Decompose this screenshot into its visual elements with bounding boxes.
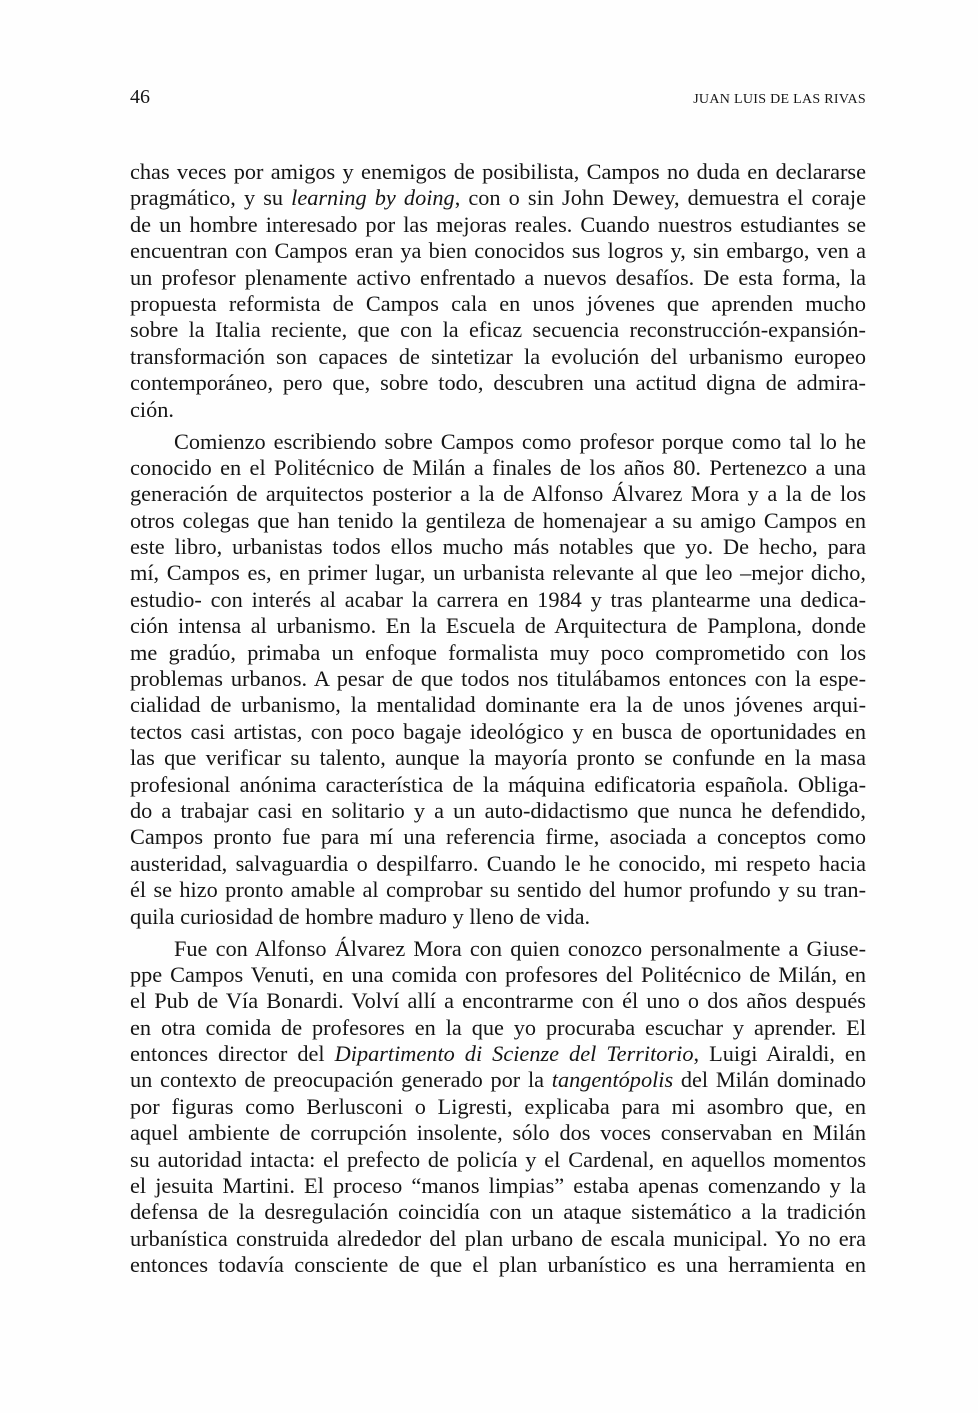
page-number: 46 (130, 86, 150, 108)
text-line (130, 904, 866, 930)
line-text: entonces todavía consciente de que el plan urbanístico es una herramienta en (130, 1252, 866, 1278)
line-text: cialidad de urbanismo, la mentalidad dominante era la de unos jóvenes arqui- (130, 692, 866, 718)
line-text: su autoridad intacta: el prefecto de policía y el Cardenal, en aquellos momentos (130, 1146, 866, 1172)
line-text: ppe Campos Venuti, en una comida con profesores del Politécnico de Milán, en (130, 961, 866, 987)
line-text: transformación son capaces de sintetizar la evolución del urbanismo europeo (130, 343, 866, 369)
line-text: un profesor plenamente activo enfrentado a nuevos desafíos. De esta forma, la (130, 264, 866, 290)
line-text: del Milán dominado (673, 1067, 866, 1093)
line-text: Fue con Alfonso Álvarez Mora con quien conozco personalmente a Giuse- (174, 935, 866, 961)
line-text: Comienzo escribiendo sobre Campos como profesor porque como tal lo he (174, 428, 866, 454)
line-text: mí, Campos es, en primer lugar, un urbanista relevante al que leo –mejor dicho, (130, 560, 866, 586)
text-line (130, 481, 866, 507)
text-line (130, 429, 866, 455)
text-line (130, 666, 866, 692)
text-line (130, 988, 866, 1014)
line-text: otros colegas que han tenido la gentileza de homenajear a su amigo Campos en (130, 507, 866, 533)
text-line (130, 560, 866, 586)
text-line (130, 587, 866, 613)
running-head-author: JUAN LUIS DE LAS RIVAS (693, 92, 866, 107)
line-text: Campos pronto fue para mí una referencia firme, asociada a conceptos como (130, 824, 866, 850)
text-line (130, 692, 866, 718)
line-text: este libro, urbanistas todos ellos mucho más notables que yo. De hecho, para (130, 534, 866, 560)
line-text: urbanística construida alrededor del plan urbano de escala municipal. Yo no era (130, 1225, 866, 1251)
line-text: defensa de la desregulación coincidía con un ataque sistemático a la tradición (130, 1199, 866, 1225)
line-text: ción intensa al urbanismo. En la Escuela de Arquitectura de Pamplona, donde (130, 613, 866, 639)
text-line (130, 824, 866, 850)
line-text: propuesta reformista de Campos cala en unos jóvenes que aprenden mucho (130, 290, 866, 316)
line-text: conocido en el Politécnico de Milán a finales de los años 80. Pertenezco a una (130, 454, 866, 480)
line-text: , con o sin John Dewey, demuestra el coraje (454, 185, 866, 211)
line-text: contemporáneo, pero que, sobre todo, descubren una actitud digna de admira- (130, 370, 866, 396)
text-line (130, 185, 866, 211)
text-line (130, 798, 866, 824)
text-line (130, 291, 866, 317)
text-line (130, 1015, 866, 1041)
line-text: tectos casi artistas, con poco bagaje ideológico y en busca de oportunidades en (130, 718, 866, 744)
line-text: el Pub de Vía Bonardi. Volví allí a encontrarme con él uno o dos años después (130, 988, 866, 1014)
text-line (130, 344, 866, 370)
text-line (130, 772, 866, 798)
text-line (130, 1147, 866, 1173)
text-line (130, 370, 866, 396)
line-text: , Luigi Airaldi, en (693, 1041, 866, 1067)
line-text: me gradúo, primaba un enfoque formalista muy poco comprometido con los (130, 639, 866, 665)
running-header (130, 84, 866, 110)
line-text: generación de arquitectos posterior a la de Alfonso Álvarez Mora y a la de los (130, 481, 866, 507)
line-text: un contexto de preocupación generado por la (130, 1067, 552, 1093)
line-text: en otra comida de profesores en la que yo procuraba escuchar y aprender. El (130, 1014, 866, 1040)
text-line (130, 1173, 866, 1199)
body-text (130, 159, 866, 1279)
line-text: aquel ambiente de corrupción insolente, sólo dos voces conservaban en Milán (130, 1120, 866, 1146)
line-text: pragmático, y su (130, 185, 292, 211)
italic-text: Dipartimento di Scienze del Territorio (334, 1041, 694, 1067)
text-line (130, 317, 866, 343)
line-text: profesional anónima característica de la máquina edificatoria española. Obliga- (130, 771, 866, 797)
line-text: de un hombre interesado por las mejoras reales. Cuando nuestros estudiantes se (130, 211, 866, 237)
paragraph (130, 429, 866, 930)
text-line (130, 1041, 866, 1067)
line-text: las que verificar su talento, aunque la mayoría pronto se confunde en la masa (130, 745, 866, 771)
text-line (130, 962, 866, 988)
line-text: austeridad, salvaguardia o despilfarro. Cuando le he conocido, mi respeto hacia (130, 850, 866, 876)
text-line (130, 1199, 866, 1225)
text-line (130, 1252, 866, 1278)
text-line (130, 238, 866, 264)
paragraph (130, 159, 866, 423)
line-text: quila curiosidad de hombre maduro y lleno de vida. (130, 903, 591, 929)
line-text: estudio- con interés al acabar la carrera en 1984 y tras plantearme una dedica- (130, 586, 866, 612)
text-line (130, 265, 866, 291)
italic-text: learning by doing (291, 185, 455, 211)
text-line (130, 159, 866, 185)
text-line (130, 212, 866, 238)
text-line (130, 936, 866, 962)
text-line (130, 1094, 866, 1120)
text-line (130, 745, 866, 771)
paragraph (130, 936, 866, 1279)
line-text: sobre la Italia reciente, que con la eficaz secuencia reconstrucción-expansión- (130, 317, 866, 343)
line-text: do a trabajar casi en solitario y a un auto-didactismo que nunca he defendido, (130, 797, 866, 823)
text-line (130, 534, 866, 560)
line-text: él se hizo pronto amable al comprobar su sentido del humor profundo y su tran- (130, 877, 866, 903)
text-line (130, 851, 866, 877)
line-text: encuentran con Campos eran ya bien conocidos sus logros y, sin embargo, ven a (130, 238, 866, 264)
text-line (130, 640, 866, 666)
text-line (130, 455, 866, 481)
line-text: chas veces por amigos y enemigos de posibilista, Campos no duda en declararse (130, 159, 866, 184)
text-line (130, 397, 866, 423)
text-line (130, 877, 866, 903)
line-text: entonces director del (130, 1041, 335, 1067)
text-line (130, 1067, 866, 1093)
text-line (130, 1226, 866, 1252)
line-text: por figuras como Berlusconi o Ligresti, explicaba para mi asombro que, en (130, 1093, 866, 1119)
line-text: problemas urbanos. A pesar de que todos nos titulábamos entonces con la espe- (130, 666, 866, 692)
text-line (130, 613, 866, 639)
italic-text: tangentópolis (551, 1067, 674, 1093)
line-text: ción. (130, 396, 174, 422)
text-line (130, 1120, 866, 1146)
line-text: el jesuita Martini. El proceso “manos limpias” estaba apenas comenzando y la (130, 1173, 866, 1199)
text-line (130, 719, 866, 745)
text-line (130, 508, 866, 534)
